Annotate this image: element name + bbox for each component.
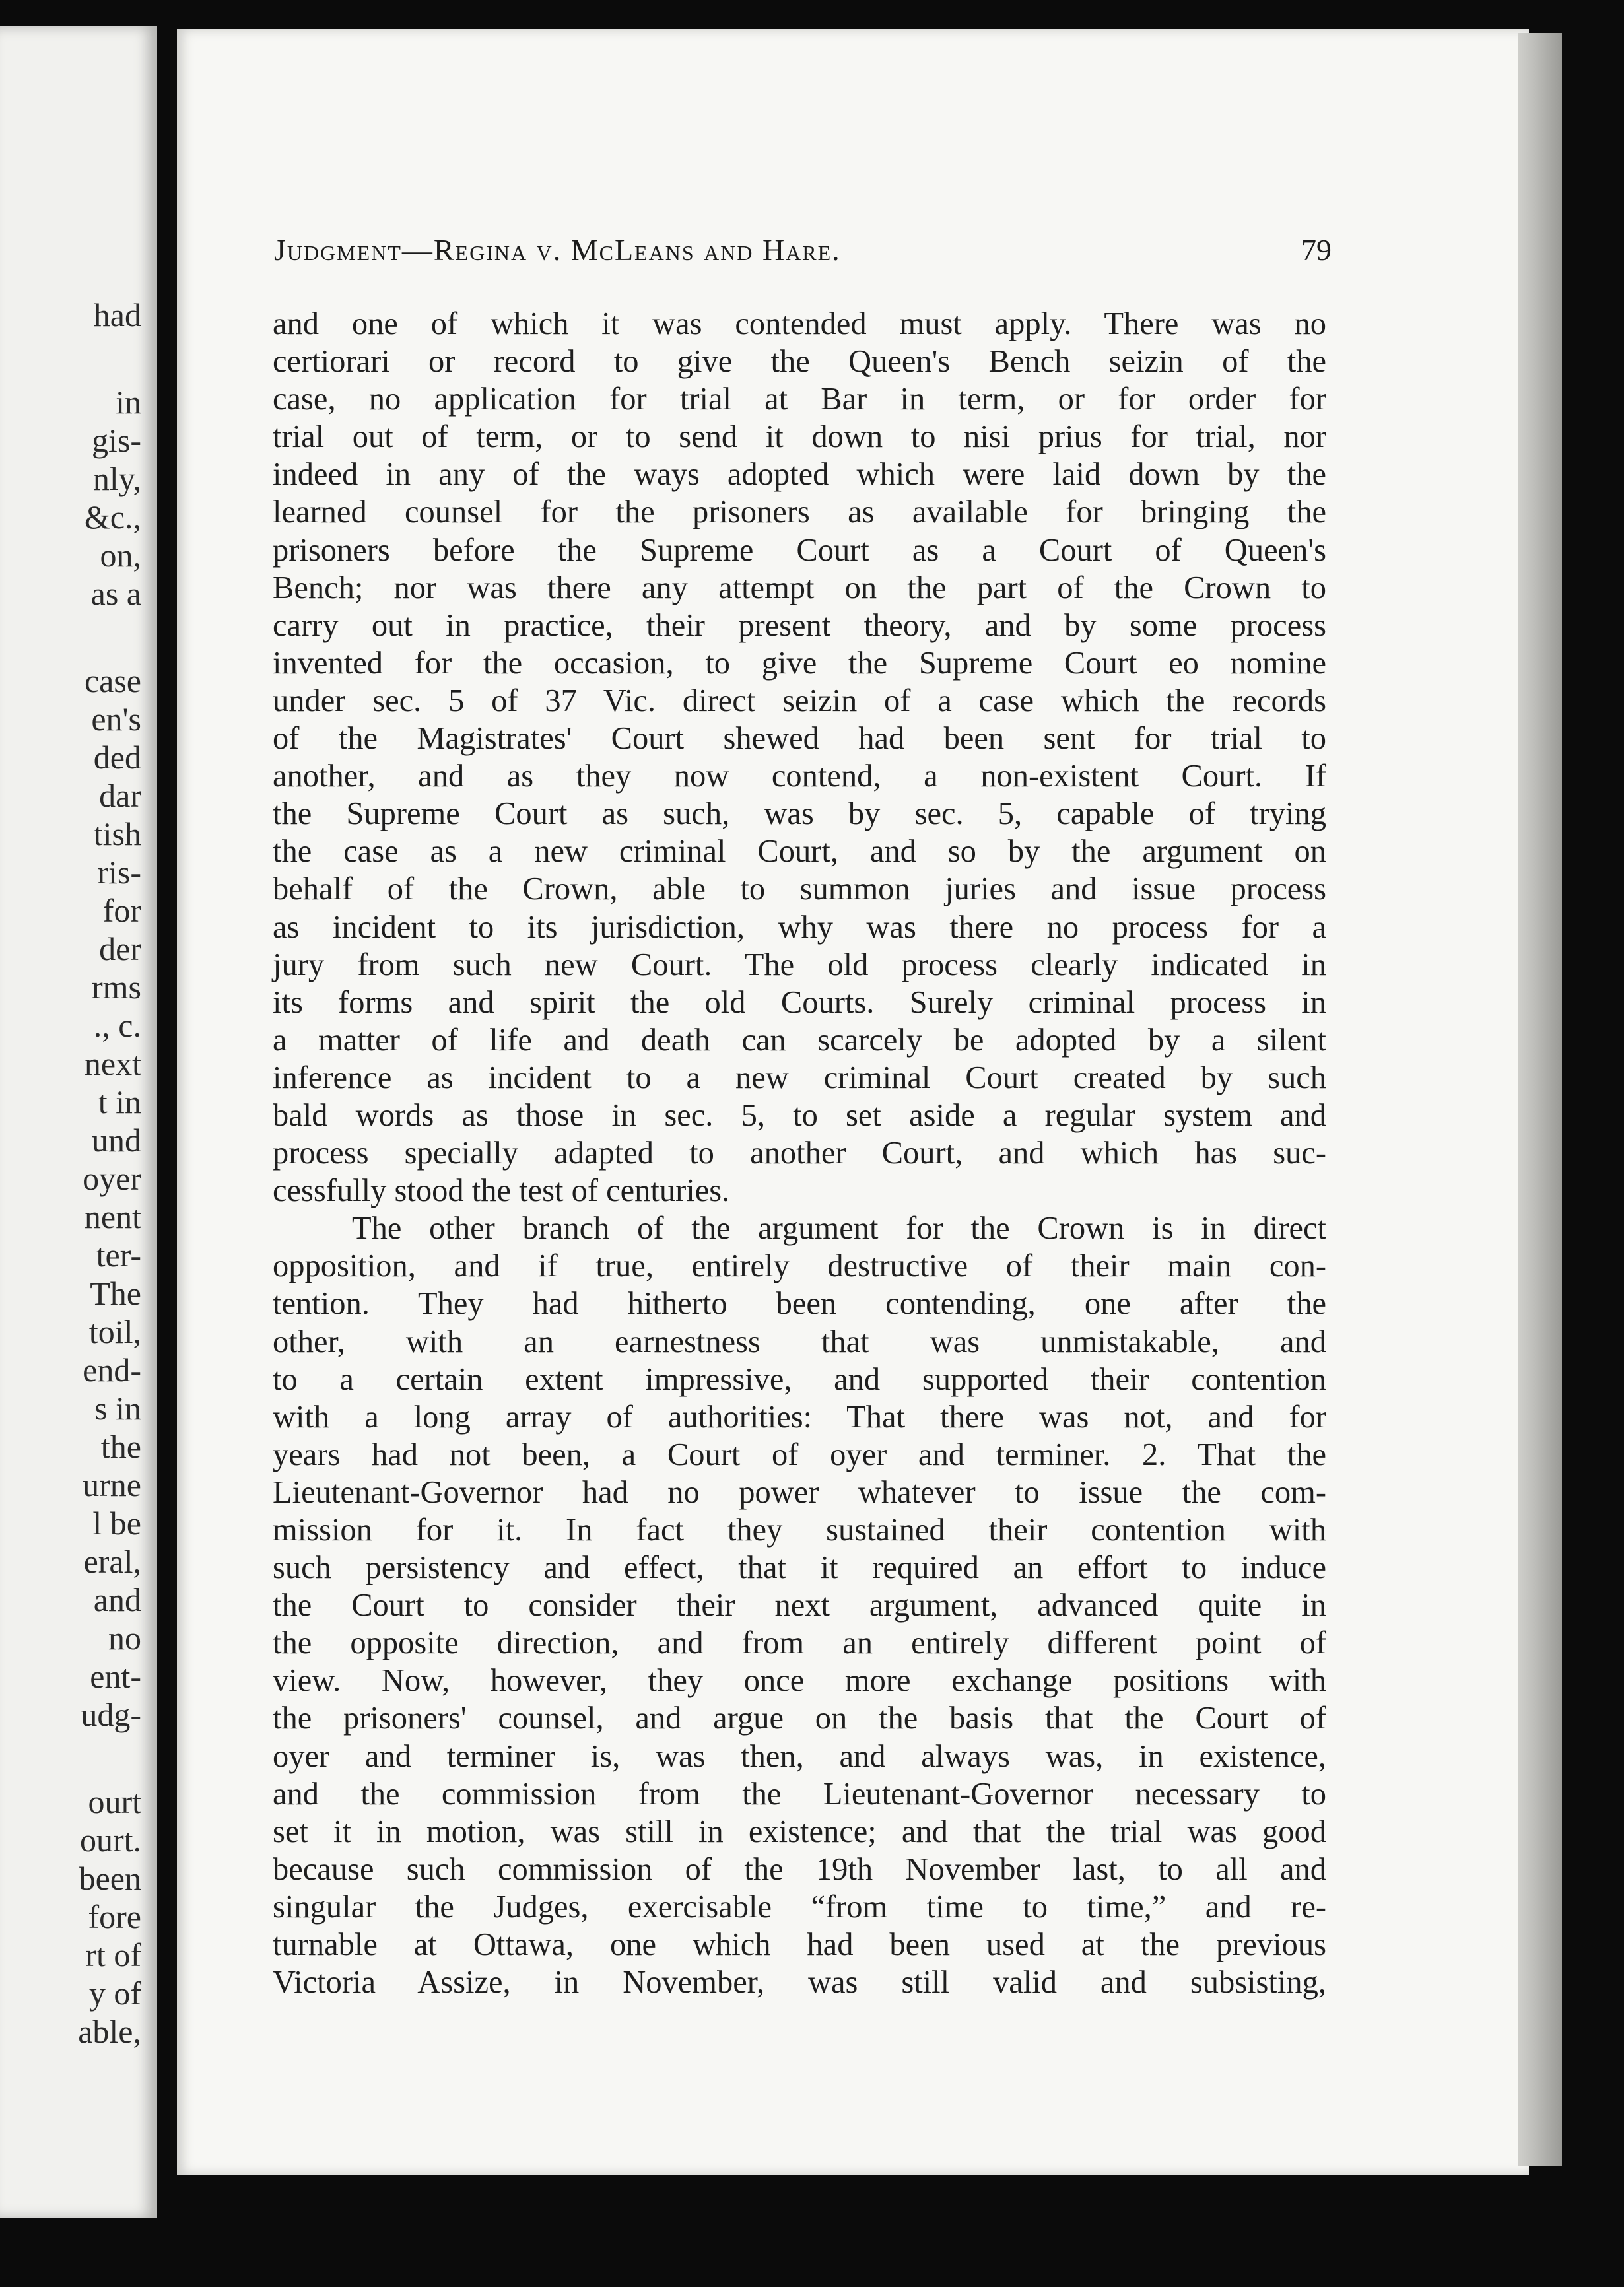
text-line: trial out of term, or to send it down to nisi prius for trial, nor <box>273 419 1326 455</box>
running-head: Judgment—Regina v. McLeans and Hare. <box>274 233 841 267</box>
left-page-fragment: oyer <box>83 1160 141 1197</box>
text-line: the prisoners' counsel, and argue on the basis that the Court of <box>273 1701 1326 1736</box>
text-line: indeed in any of the ways adopted which were laid down by the <box>273 457 1326 493</box>
left-page-fragment: rms <box>92 969 141 1006</box>
left-page-fragment: ourt <box>88 1783 141 1820</box>
text-line: with a long array of authorities: That there was not, and for <box>273 1399 1326 1435</box>
text-line: inference as incident to a new criminal Court created by such <box>273 1060 1326 1095</box>
left-page-fragment: t in <box>98 1083 141 1120</box>
left-page-fragment: in <box>116 384 141 421</box>
text-line: such persistency and effect, that it required an effort to induce <box>273 1550 1326 1586</box>
left-page-fragment: ter- <box>96 1237 141 1274</box>
text-line: singular the Judges, exercisable “from time to time,” and re- <box>273 1889 1326 1925</box>
text-line: bald words as those in sec. 5, to set aside a regular system and <box>273 1097 1326 1133</box>
text-line: certiorari or record to give the Queen's Bench seizin of the <box>273 344 1326 380</box>
left-page-fragment: ent- <box>90 1658 141 1695</box>
text-line: the opposite direction, and from an entirely different point of <box>273 1625 1326 1661</box>
left-page-fragment: rt of <box>85 1936 141 1973</box>
left-page-fragment: no <box>108 1620 141 1656</box>
left-page-fragment: as a <box>90 575 141 612</box>
left-page-fragment: the <box>100 1428 141 1465</box>
left-page-fragment: eral, <box>83 1543 141 1580</box>
left-page-fragment: udg- <box>81 1696 141 1733</box>
page-number: 79 <box>1301 233 1332 267</box>
left-page-fragment: fore <box>88 1898 141 1935</box>
page-edge <box>1518 33 1562 2166</box>
text-line: Lieutenant-Governor had no power whatever to issue the com- <box>273 1474 1326 1510</box>
text-line: oyer and terminer is, was then, and always was, in existence, <box>273 1738 1326 1774</box>
text-line: years had not been, a Court of oyer and terminer. 2. That the <box>273 1437 1326 1472</box>
left-page-fragment: for <box>102 892 141 929</box>
left-page-fragment: toil, <box>88 1313 141 1350</box>
left-page-fragment: case <box>84 662 141 699</box>
left-page-fragment: ded <box>93 739 141 776</box>
left-page-fragment: end- <box>83 1351 141 1388</box>
text-line: carry out in practice, their present theory, and by some process <box>273 607 1326 643</box>
left-page-fragment: The <box>90 1275 141 1312</box>
text-line: turnable at Ottawa, one which had been used at the previous <box>273 1927 1326 1963</box>
left-page-fragment: ris- <box>97 854 141 891</box>
left-page-fragment: der <box>99 930 141 967</box>
text-line: process specially adapted to another Court, and which has suc- <box>273 1136 1326 1171</box>
left-page-fragment: s in <box>94 1390 141 1427</box>
text-line: Victoria Assize, in November, was still valid and subsisting, <box>273 1965 1326 2000</box>
text-line: another, and as they now contend, a non-existent Court. If <box>273 759 1326 794</box>
text-line: other, with an earnestness that was unmistakable, and <box>273 1324 1326 1359</box>
left-page-edge <box>0 26 157 2218</box>
text-line: The other branch of the argument for the Crown is in direct <box>352 1211 1326 1246</box>
text-line: jury from such new Court. The old process clearly indicated in <box>273 947 1326 982</box>
text-line: tention. They had hitherto been contending, one after the <box>273 1286 1326 1322</box>
left-page-fragment: en's <box>91 700 141 737</box>
text-line: and one of which it was contended must apply. There was no <box>273 306 1326 341</box>
left-page-fragment: nent <box>84 1198 141 1235</box>
body-text <box>273 305 1326 2001</box>
left-page-fragment: nly, <box>92 460 141 497</box>
left-page-fragment: und <box>92 1122 141 1159</box>
left-page-fragment: urne <box>83 1466 141 1503</box>
text-line: learned counsel for the prisoners as available for bringing the <box>273 495 1326 530</box>
text-line: behalf of the Crown, able to summon juries and issue process <box>273 871 1326 907</box>
text-line: mission for it. In fact they sustained their contention with <box>273 1513 1326 1548</box>
text-line: cessfully stood the test of centuries. <box>273 1173 730 1209</box>
left-page-fragment: on, <box>100 537 141 574</box>
left-page-fragment: able, <box>78 2013 141 2050</box>
text-line: as incident to its jurisdiction, why was there no process for a <box>273 909 1326 945</box>
left-page-fragment: ourt. <box>79 1822 141 1859</box>
text-line: the Supreme Court as such, was by sec. 5, capable of trying <box>273 796 1326 832</box>
text-line: case, no application for trial at Bar in term, or for order for <box>273 382 1326 417</box>
left-page-fragment: next <box>84 1045 141 1082</box>
text-line: set it in motion, was still in existence; and that the trial was good <box>273 1814 1326 1849</box>
text-line: invented for the occasion, to give the Supreme Court eo nomine <box>273 645 1326 681</box>
left-page-fragment: ., c. <box>93 1007 141 1044</box>
text-line: opposition, and if true, entirely destructive of their main con- <box>273 1248 1326 1284</box>
left-page-fragment: been <box>79 1860 141 1897</box>
text-line: Bench; nor was there any attempt on the part of the Crown to <box>273 570 1326 605</box>
left-page-fragment: gis- <box>92 422 141 459</box>
left-page-fragment: tish <box>93 815 141 852</box>
text-line: to a certain extent impressive, and supported their contention <box>273 1361 1326 1397</box>
text-line: the case as a new criminal Court, and so by the argument on <box>273 834 1326 870</box>
left-page-fragment: l be <box>92 1505 141 1542</box>
text-line: because such commission of the 19th November last, to all and <box>273 1851 1326 1887</box>
left-page-fragment: had <box>93 296 141 333</box>
left-page-fragment: y of <box>88 1975 141 2012</box>
left-page-fragment: dar <box>99 777 141 814</box>
text-line: of the Magistrates' Court shewed had been sent for trial to <box>273 721 1326 757</box>
text-line: a matter of life and death can scarcely be adopted by a silent <box>273 1022 1326 1058</box>
text-line: its forms and spirit the old Courts. Surely criminal process in <box>273 984 1326 1020</box>
page-header <box>274 232 1332 272</box>
left-page-fragment: &c., <box>84 498 141 535</box>
left-page-fragment: and <box>93 1581 141 1618</box>
text-line: and the commission from the Lieutenant-Governor necessary to <box>273 1776 1326 1812</box>
text-line: prisoners before the Supreme Court as a Court of Queen's <box>273 532 1326 568</box>
text-line: view. Now, however, they once more exchange positions with <box>273 1663 1326 1699</box>
text-line: under sec. 5 of 37 Vic. direct seizin of a case which the records <box>273 683 1326 718</box>
text-line: the Court to consider their next argument, advanced quite in <box>273 1588 1326 1623</box>
